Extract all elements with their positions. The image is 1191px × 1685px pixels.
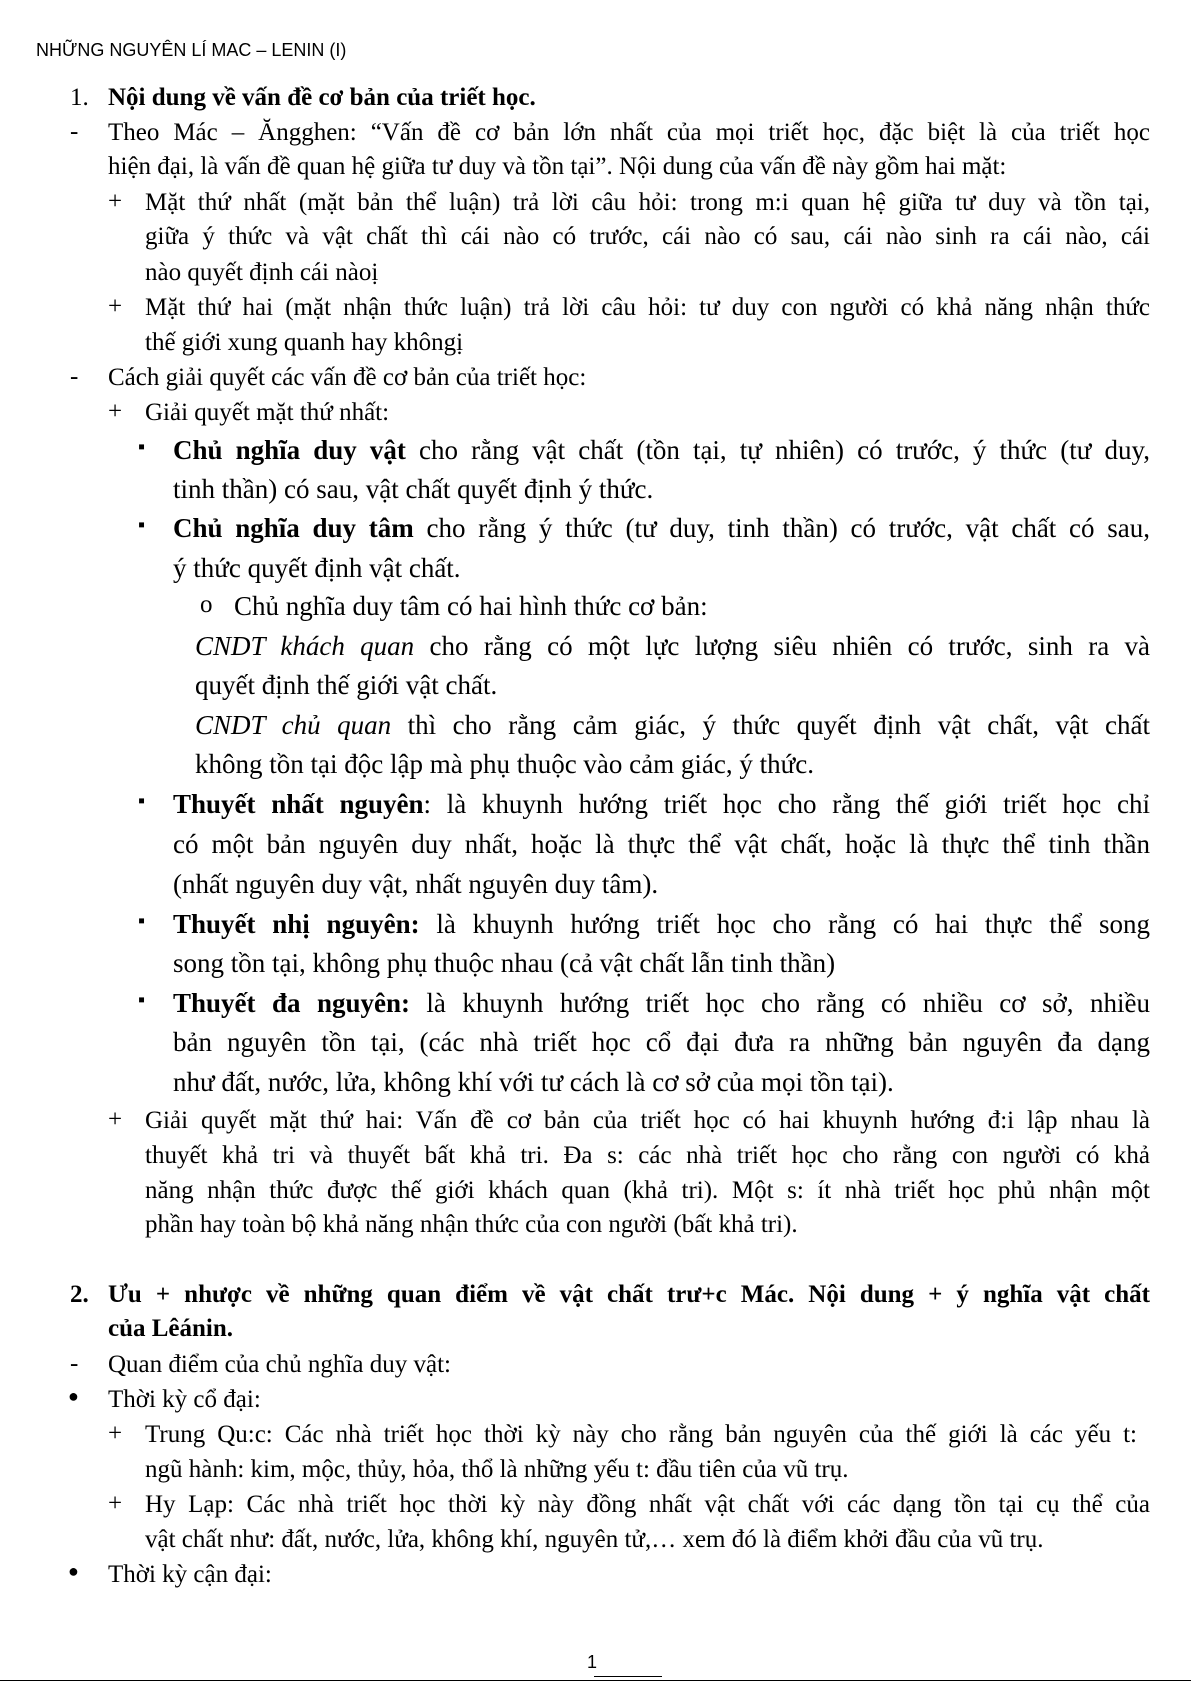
m1-line-2: giữa ý thức và vật chất thì cái nào có trước, cái nào có sau, cái nào sinh ra cái nào, cái <box>145 223 1150 250</box>
g1-text: Giải quyết mặt thứ nhất: <box>145 399 390 426</box>
s2-para-1: Quan điểm của chủ nghĩa duy vật: <box>108 1351 451 1378</box>
nhi-nguyen-term: Thuyết nhị nguyên: <box>173 909 420 939</box>
circle-bullet-icon: o <box>200 591 213 618</box>
square-bullet-icon: ▪ <box>138 790 146 812</box>
g2-line-3: năng nhận thức được thế giới khách quan (khả tri). Một s: ít nhà triết học phủ nhận một <box>145 1177 1150 1204</box>
nhat-nguyen-line-3: (nhất nguyên duy vật, nhất nguyên duy tâm). <box>173 869 659 899</box>
co-dai-heading: Thời kỳ cổ đại: <box>108 1386 261 1413</box>
g2-line-2: thuyết khả tri và thuyết bất khả tri. Đa s: các nhà triết học cho rằng con người có khả <box>145 1142 1150 1169</box>
page-header: NHỮNG NGUYÊN LÍ MAC – LENIN (I) <box>36 40 347 60</box>
nhi-nguyen-line-1: Thuyết nhị nguyên: là khuynh hướng triết học cho rằng có hai thực thể song <box>173 909 1150 939</box>
da-nguyen-line-2: bản nguyên tồn tại, (các nhà triết học cổ đại đưa ra những bản nguyên đa dạng <box>173 1027 1150 1057</box>
bullet-icon: ● <box>68 1561 79 1581</box>
section-1-title: Nội dung về vấn đề cơ bản của triết học. <box>108 84 536 111</box>
can-dai-heading: Thời kỳ cận đại: <box>108 1561 272 1588</box>
cndt-kq-line-1: CNDT khách quan cho rằng có một lực lượng siêu nhiên có trước, sinh ra và <box>195 631 1150 661</box>
nhat-nguyen-line-1: Thuyết nhất nguyên: là khuynh hướng triết học cho rằng thế giới triết học chỉ <box>173 789 1150 819</box>
m1-line-1: Mặt thứ nhất (mặt bản thể luận) trả lời câu hỏi: trong m:i quan hệ giữa tư duy và tồn tại, <box>145 189 1150 216</box>
para-1-line-1: Theo Mác – Ăngghen: “Vấn đề cơ bản lớn nhất của mọi triết học, đặc biệt là của triết học <box>108 119 1150 146</box>
trung-quoc-line-2: ngũ hành: kim, mộc, thủy, hỏa, thổ là những yếu t: đầu tiên của vũ trụ. <box>145 1456 849 1483</box>
square-bullet-icon: ▪ <box>138 514 146 536</box>
plus-marker: + <box>108 398 123 425</box>
da-nguyen-term: Thuyết đa nguyên: <box>173 988 410 1018</box>
nhi-nguyen-line-2: song tồn tại, không phụ thuộc nhau (cả vật chất lẫn tinh thần) <box>173 948 836 978</box>
section-2-title-line-2: của Lêánin. <box>108 1315 234 1342</box>
plus-marker: + <box>108 1106 123 1133</box>
da-nguyen-line-3: như đất, nước, lửa, không khí với tư cách là cơ sở của mọi tồn tại). <box>173 1067 894 1097</box>
cndt-kq-term: CNDT khách quan <box>195 631 415 661</box>
nhat-nguyen-line-2: có một bản nguyên duy nhất, hoặc là thực thể vật chất, hoặc là thực thể tinh thần <box>173 829 1150 859</box>
m2-line-2: thế giới xung quanh hay khôngị <box>145 329 464 356</box>
bullet-icon: ● <box>68 1386 79 1406</box>
duy-vat-term: Chủ nghĩa duy vật <box>173 435 406 465</box>
square-bullet-icon: ▪ <box>138 436 146 458</box>
m2-line-1: Mặt thứ hai (mặt nhận thức luận) trả lời câu hỏi: tư duy con người có khả năng nhận thức <box>145 294 1150 321</box>
page-number: 1 <box>587 1652 598 1672</box>
section-1-number: 1. <box>70 84 89 111</box>
duy-tam-line-1: Chủ nghĩa duy tâm cho rằng ý thức (tư duy, tinh thần) có trước, vật chất có sau, <box>173 513 1150 543</box>
dash-marker: - <box>70 363 79 390</box>
cndt-cq-term: CNDT chủ quan <box>195 710 392 740</box>
plus-marker: + <box>108 1420 123 1447</box>
g2-line-1: Giải quyết mặt thứ hai: Vấn đề cơ bản của triết học có hai khuynh hướng đ:i lập nhau là <box>145 1107 1150 1134</box>
m1-line-3: nào quyết định cái nàoị <box>145 259 379 286</box>
g2-line-4: phần hay toàn bộ khả năng nhận thức của con người (bất khả tri). <box>145 1211 798 1238</box>
trung-quoc-line-1: Trung Qu:c: Các nhà triết học thời kỳ này cho rằng bản nguyên của thế giới là các yếu t: <box>145 1421 1137 1448</box>
plus-marker: + <box>108 293 123 320</box>
duy-tam-line-2: ý thức quyết định vật chất. <box>173 553 461 583</box>
cndt-cq-line-1: CNDT chủ quan thì cho rằng cảm giác, ý thức quyết định vật chất, vật chất <box>195 710 1150 740</box>
footer-rule <box>0 1680 1191 1681</box>
plus-marker: + <box>108 188 123 215</box>
dash-marker: - <box>70 118 79 145</box>
cndt-intro: Chủ nghĩa duy tâm có hai hình thức cơ bản: <box>234 591 708 621</box>
duy-vat-line-1: Chủ nghĩa duy vật cho rằng vật chất (tồn tại, tự nhiên) có trước, ý thức (tư duy, <box>173 435 1150 465</box>
hy-lap-line-2: vật chất như: đất, nước, lửa, không khí, nguyên tử,… xem đó là điểm khởi đầu của vũ trụ. <box>145 1526 1044 1553</box>
para-2: Cách giải quyết các vấn đề cơ bản của triết học: <box>108 364 587 391</box>
square-bullet-icon: ▪ <box>138 989 146 1011</box>
cndt-kq-line-2: quyết định thế giới vật chất. <box>195 670 498 700</box>
section-2-title-line-1: Ưu + nhược về những quan điểm về vật chất trư+c Mác. Nội dung + ý nghĩa vật chất <box>108 1281 1150 1308</box>
plus-marker: + <box>108 1490 123 1517</box>
dash-marker: - <box>70 1350 79 1377</box>
cndt-cq-line-2: không tồn tại độc lập mà phụ thuộc vào cảm giác, ý thức. <box>195 749 814 779</box>
da-nguyen-line-1: Thuyết đa nguyên: là khuynh hướng triết học cho rằng có nhiều cơ sở, nhiều <box>173 988 1150 1018</box>
para-1-line-2: hiện đại, là vấn đề quan hệ giữa tư duy và tồn tại”. Nội dung của vấn đề này gồm hai mặt: <box>108 153 1007 180</box>
duy-vat-line-2: tinh thần) có sau, vật chất quyết định ý thức. <box>173 474 654 504</box>
footer-rule-short <box>594 1676 662 1677</box>
square-bullet-icon: ▪ <box>138 910 146 932</box>
hy-lap-line-1: Hy Lạp: Các nhà triết học thời kỳ này đồng nhất vật chất với các dạng tồn tại cụ thể của <box>145 1491 1150 1518</box>
duy-tam-term: Chủ nghĩa duy tâm <box>173 513 414 543</box>
nhat-nguyen-term: Thuyết nhất nguyên <box>173 789 424 819</box>
section-2-number: 2. <box>70 1281 89 1308</box>
